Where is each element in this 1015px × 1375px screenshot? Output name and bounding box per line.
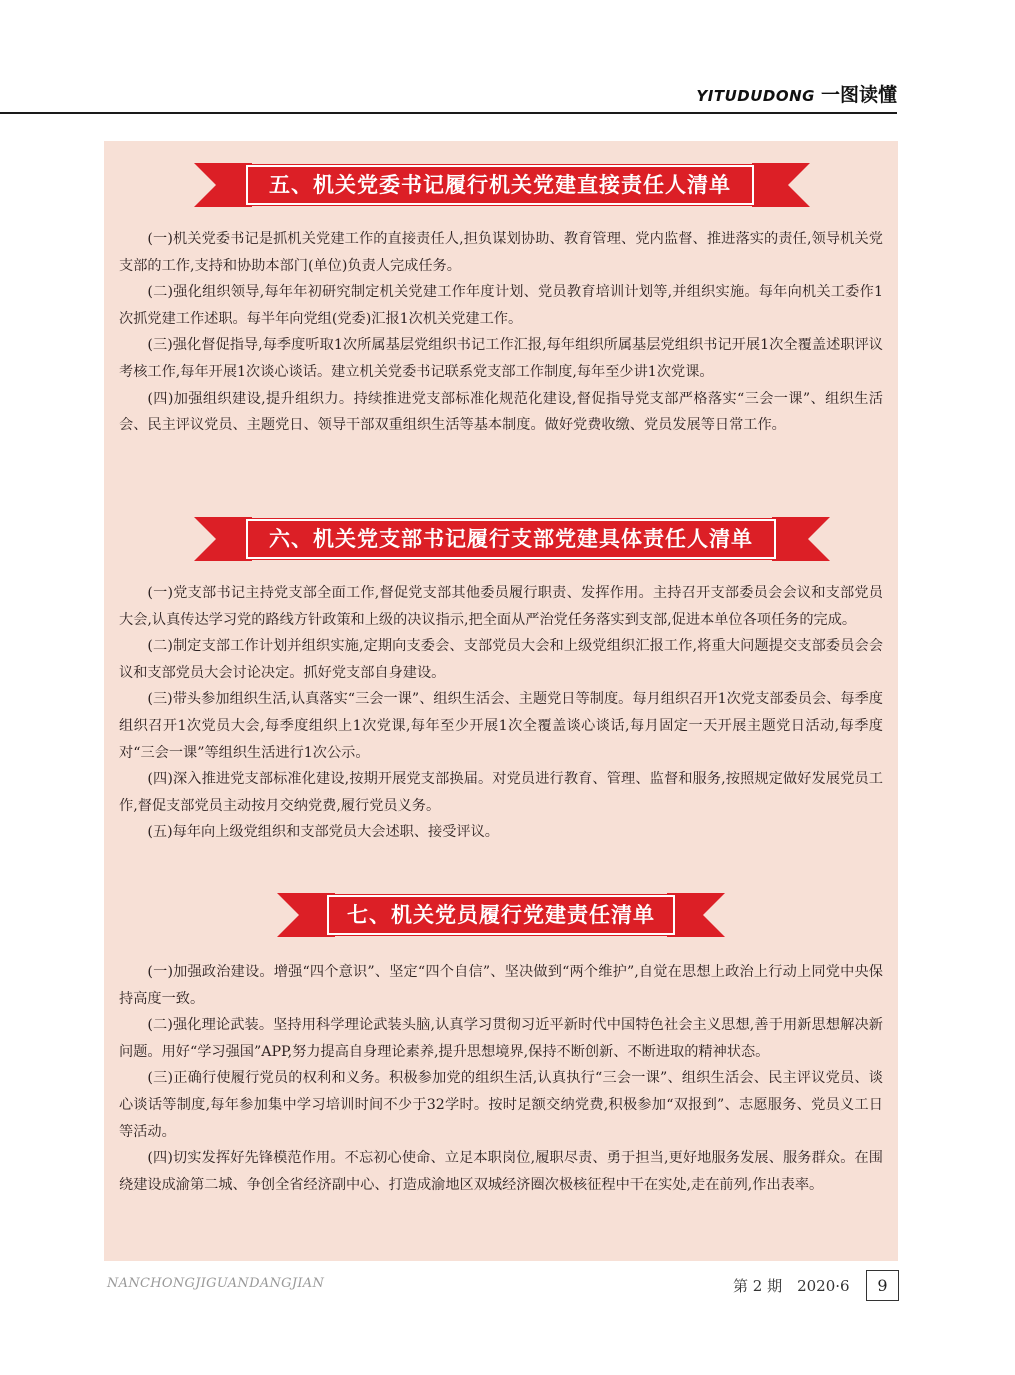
- column-name-cn: 一图读懂: [820, 84, 897, 106]
- paragraph: (一)机关党委书记是抓机关党建工作的直接责任人,担负谋划协助、教育管理、党内监督、推进落实的责任,领导机关党支部的工作,支持和协助本部门(单位)负责人完成任务。: [119, 231, 883, 274]
- journal-name: NANCHONGJIGUANDANGJIAN: [107, 1276, 325, 1291]
- paragraph: (四)深入推进党支部标准化建设,按期开展党支部换届。对党员进行教育、管理、监督和服务,按照规定做好发展党员工作,督促支部党员主动按月交纳党费,履行党员义务。: [119, 771, 883, 814]
- paragraph: (一)加强政治建设。增强“四个意识”、坚定“四个自信”、坚决做到“两个维护”,自觉在思想上政治上行动上同党中央保持高度一致。: [119, 964, 883, 1007]
- page-header: [0, 78, 897, 114]
- paragraph: (五)每年向上级党组织和支部党员大会述职、接受评议。: [147, 824, 499, 841]
- issue-date: 第 2 期 2020·6: [733, 1277, 850, 1295]
- page-number: 9: [866, 1270, 899, 1301]
- section-body-7: [119, 959, 883, 1198]
- section-body-6: [119, 580, 883, 846]
- section-title: 五、机关党委书记履行机关党建直接责任人清单: [246, 165, 754, 205]
- section-body-5: [119, 226, 883, 439]
- section-banner-5: [194, 159, 810, 211]
- section-banner-6: [194, 513, 830, 565]
- column-brand: [696, 80, 897, 107]
- paragraph: (四)加强组织建设,提升组织力。持续推进党支部标准化规范化建设,督促指导党支部严格落实“三会一课”、组织生活会、民主评议党员、主题党日、领导干部双重组织生活等基本制度。做好党费收缴、党员发展等日常工作。: [119, 390, 883, 434]
- paragraph: (三)强化督促指导,每季度听取1次所属基层党组织书记工作汇报,每年组织所属基层党组织书记开展1次全覆盖述职评议考核工作,每年开展1次谈心谈话。建立机关党委书记联系党支部工作制度,每年至少讲1次党课。: [119, 337, 883, 380]
- section-title: 六、机关党支部书记履行支部党建具体责任人清单: [246, 519, 776, 559]
- paragraph: (三)正确行使履行党员的权利和义务。积极参加党的组织生活,认真执行“三会一课”、组织生活会、民主评议党员、谈心谈话等制度,每年参加集中学习培训时间不少于32学时。按时足额交纳党费,积极参加“双报到”、志愿服务、党员义工日等活动。: [119, 1070, 883, 1140]
- section-title: 七、机关党员履行党建责任清单: [327, 895, 675, 935]
- paragraph: (三)带头参加组织生活,认真落实“三会一课”、组织生活会、主题党日等制度。每月组织召开1次党支部委员会、每季度组织召开1次党员大会,每季度组织上1次党课,每年至少开展1次全覆盖谈心谈话,每月固定一天开展主题党日活动,每季度对“三会一课”等组织生活进行1次公示。: [119, 691, 883, 761]
- paragraph: (四)切实发挥好先锋模范作用。不忘初心使命、立足本职岗位,履职尽责、勇于担当,更好地服务发展、服务群众。在围绕建设成渝第二城、争创全省经济副中心、打造成渝地区双城经济圈次极核征程中干在实处,走在前列,作出表率。: [119, 1150, 883, 1193]
- paragraph: (二)强化组织领导,每年年初研究制定机关党建工作年度计划、党员教育培训计划等,并组织实施。每年向机关工委作1次抓党建工作述职。每半年向党组(党委)汇报1次机关党建工作。: [119, 284, 883, 327]
- column-name-latin: YITUDUDONG: [696, 87, 815, 105]
- section-banner-7: [277, 889, 725, 941]
- paragraph: (一)党支部书记主持党支部全面工作,督促党支部其他委员履行职责、发挥作用。主持召开支部委员会会议和支部党员大会,认真传达学习党的路线方针政策和上级的决议指示,把全面从严治党任务落实到支部,促进本单位各项任务的完成。: [119, 585, 883, 628]
- paragraph: (二)制定支部工作计划并组织实施,定期向支委会、支部党员大会和上级党组织汇报工作,将重大问题提交支部委员会会议和支部党员大会讨论决定。抓好党支部自身建设。: [119, 638, 883, 681]
- paragraph: (二)强化理论武装。坚持用科学理论武装头脑,认真学习贯彻习近平新时代中国特色社会主义思想,善于用新思想解决新问题。用好“学习强国”APP,努力提高自身理论素养,提升思想境界,保持不断创新、不断进取的精神状态。: [119, 1017, 883, 1060]
